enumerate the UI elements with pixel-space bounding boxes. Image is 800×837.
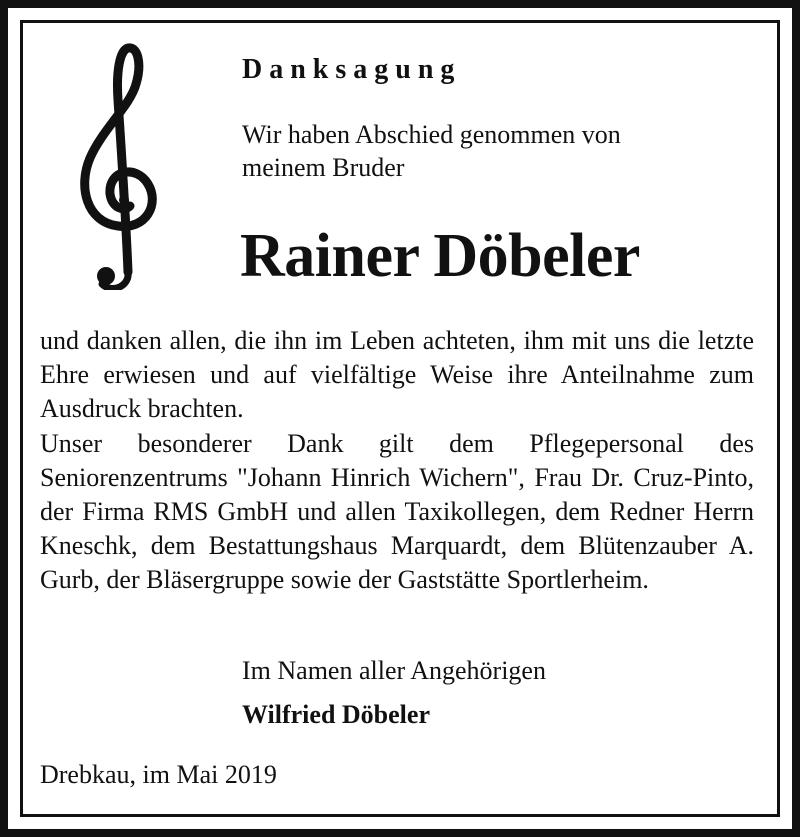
thanks-paragraph-1: und danken allen, die ihn im Leben achteten, ihm mit uns die letzte Ehre erwiesen und auf vielfältige Weise ihre Anteilnahme zum Ausdruck brachten.	[40, 326, 754, 424]
notice-heading: Danksagung	[242, 54, 462, 85]
intro-text	[242, 118, 742, 184]
intro-line-2: meinem Bruder	[242, 153, 405, 182]
treble-clef-icon	[72, 40, 172, 290]
closing-line: Im Namen aller Angehörigen	[242, 656, 546, 685]
thanks-paragraph-2: Unser besonderer Dank gilt dem Pflegepersonal des Seniorenzentrums "Johann Hinrich Wichern", Frau Dr. Cruz-Pinto, der Firma RMS GmbH und allen Taxikollegen, dem Redner Herrn Kneschk, dem Bestattungshaus Marquardt, dem Blütenzauber A. Gurb, der Bläsergruppe sowie der Gaststätte Sportlerheim.	[40, 428, 754, 595]
thanks-body	[40, 324, 754, 598]
place-date: Drebkau, im Mai 2019	[40, 760, 277, 789]
deceased-name: Rainer Döbeler	[240, 222, 640, 290]
intro-line-1: Wir haben Abschied genommen von	[242, 120, 621, 149]
signer-name: Wilfried Döbeler	[242, 700, 430, 729]
